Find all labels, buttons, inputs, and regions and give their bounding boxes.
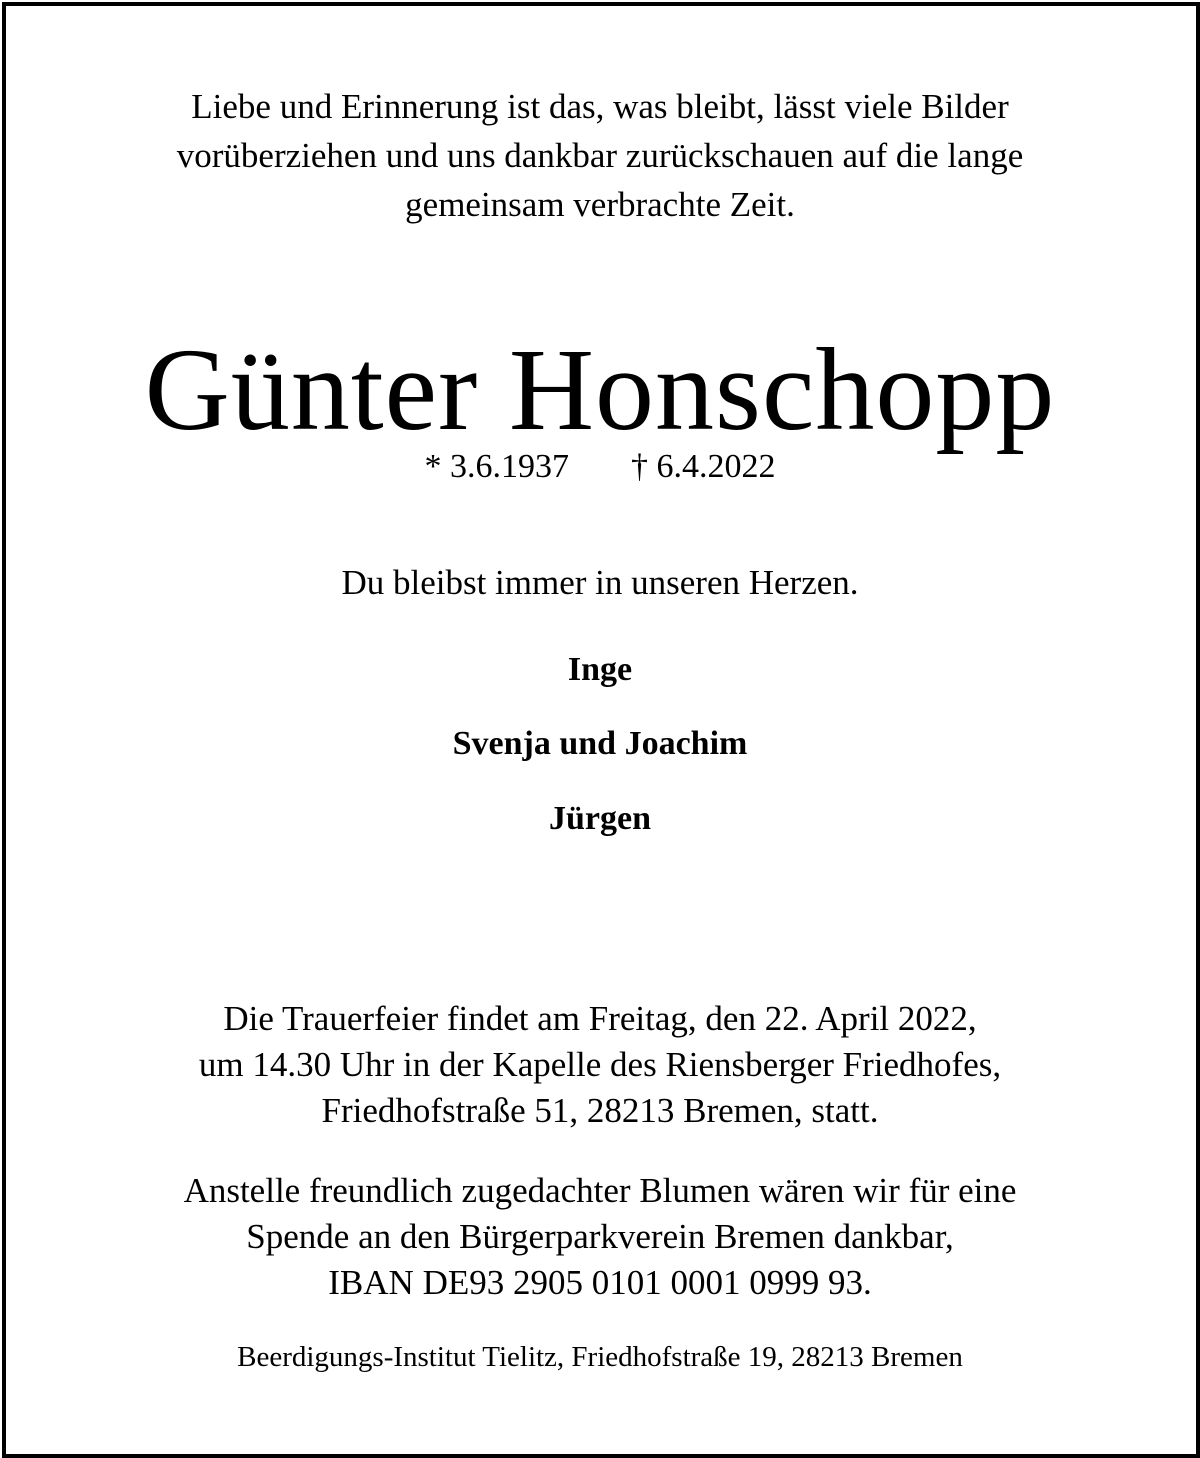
birth-date: * 3.6.1937: [424, 448, 569, 485]
quote-line: gemeinsam verbrachte Zeit.: [405, 185, 795, 224]
undertaker-info: Beerdigungs-Institut Tielitz, Friedhofstraße 19, 28213 Bremen: [237, 1341, 963, 1373]
mourner-name: Jürgen: [549, 800, 651, 837]
ceremony-line: Die Trauerfeier findet am Freitag, den 22. April 2022,: [223, 999, 977, 1038]
donation-line: Spende an den Bürgerparkverein Bremen dankbar,: [246, 1217, 954, 1256]
donation-line: Anstelle freundlich zugedachter Blumen wären wir für eine: [183, 1171, 1017, 1210]
life-dates: [0, 447, 1200, 487]
death-date: † 6.4.2022: [631, 448, 776, 485]
mourner-name: Inge: [567, 651, 633, 688]
ceremony-line: Friedhofstraße 51, 28213 Bremen, statt.: [321, 1091, 879, 1130]
farewell-text: Du bleibst immer in unseren Herzen.: [341, 563, 859, 602]
quote-line: vorüberziehen und uns dankbar zurückschauen auf die lange: [176, 136, 1024, 175]
donation-info: [0, 1168, 1200, 1306]
memorial-quote: [0, 82, 1200, 229]
ceremony-line: um 14.30 Uhr in der Kapelle des Riensberger Friedhofes,: [198, 1045, 1002, 1084]
ceremony-info: [0, 996, 1200, 1134]
deceased-name: Günter Honschopp: [144, 324, 1056, 455]
quote-line: Liebe und Erinnerung ist das, was bleibt, lässt viele Bilder: [191, 87, 1009, 126]
mourner-name: Svenja und Joachim: [452, 725, 748, 762]
donation-line: IBAN DE93 2905 0101 0001 0999 93.: [328, 1263, 872, 1302]
